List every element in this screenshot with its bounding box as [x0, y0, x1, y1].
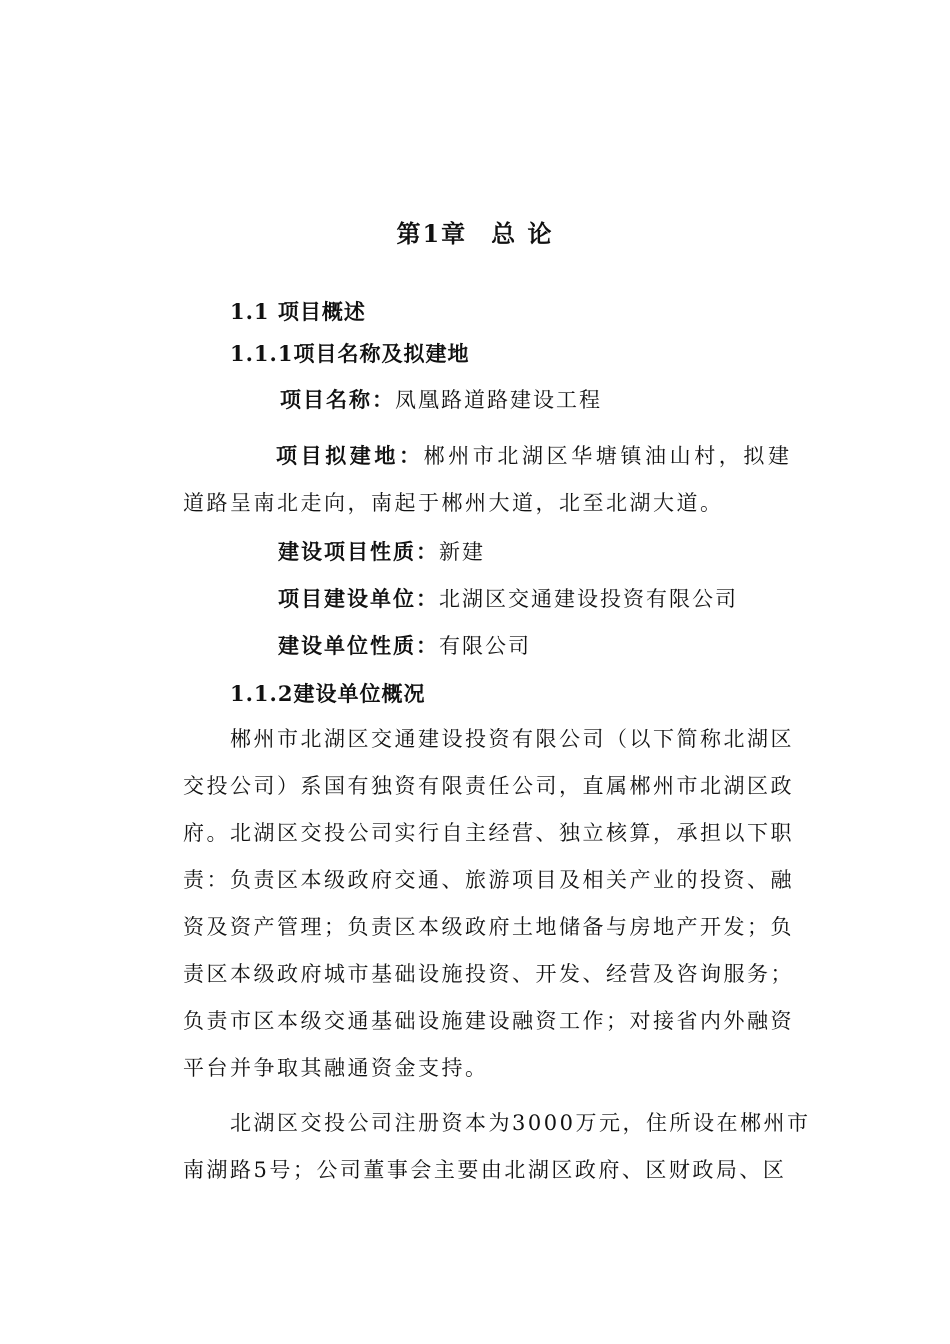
subsection-heading-1: 1.1.1项目名称及拟建地: [230, 341, 470, 366]
paragraph-line: 责区本级政府城市基础设施投资、开发、经营及咨询服务；: [183, 962, 794, 986]
paragraph-line: 资及资产管理；负责区本级政府土地储备与房地产开发；负: [183, 915, 794, 939]
paragraph-line: 北湖区交投公司注册资本为3000万元，住所设在郴州市: [230, 1111, 811, 1135]
field-value: 凤凰路道路建设工程: [395, 388, 602, 412]
field-value: 有限公司: [439, 634, 531, 658]
chapter-heading: [0, 214, 950, 249]
field-label: 项目名称：: [280, 387, 395, 412]
field-value: 北湖区交通建设投资有限公司: [439, 587, 738, 611]
chapter-number: 第1章: [396, 219, 468, 248]
field-project-site: [276, 440, 793, 470]
field-label: 建设项目性质：: [278, 539, 439, 564]
paragraph-registered-capital: [183, 1100, 815, 1194]
field-value: 郴州市北湖区华塘镇油山村，拟建: [423, 444, 793, 468]
paragraph-line: 负责市区本级交通基础设施建设融资工作；对接省内外融资: [183, 1009, 794, 1033]
field-project-site-continued: 道路呈南北走向，南起于郴州大道，北至北湖大道。: [183, 491, 724, 515]
paragraph-line: 府。北湖区交投公司实行自主经营、独立核算，承担以下职: [183, 821, 794, 845]
section-heading: 1.1 项目概述: [230, 299, 366, 324]
subsection-heading-2: 1.1.2建设单位概况: [230, 681, 426, 706]
field-label: 项目拟建地：: [276, 443, 424, 468]
field-project-nature: [278, 536, 485, 566]
paragraph-line: 交投公司）系国有独资有限责任公司，直属郴州市北湖区政: [183, 774, 794, 798]
paragraph-line: 平台并争取其融通资金支持。: [183, 1056, 489, 1080]
field-unit-nature: [278, 630, 531, 660]
field-label: 建设单位性质：: [278, 633, 439, 658]
field-project-name: [280, 384, 602, 414]
paragraph-line: 责：负责区本级政府交通、旅游项目及相关产业的投资、融: [183, 868, 794, 892]
paragraph-company-overview: [183, 716, 815, 1092]
paragraph-line: 南湖路5号；公司董事会主要由北湖区政府、区财政局、区: [183, 1158, 787, 1182]
chapter-title: 总 论: [491, 219, 554, 248]
field-construction-unit: [278, 583, 738, 613]
field-value: 新建: [439, 540, 485, 564]
paragraph-line: 郴州市北湖区交通建设投资有限公司（以下简称北湖区: [230, 727, 794, 751]
field-label: 项目建设单位：: [278, 586, 439, 611]
